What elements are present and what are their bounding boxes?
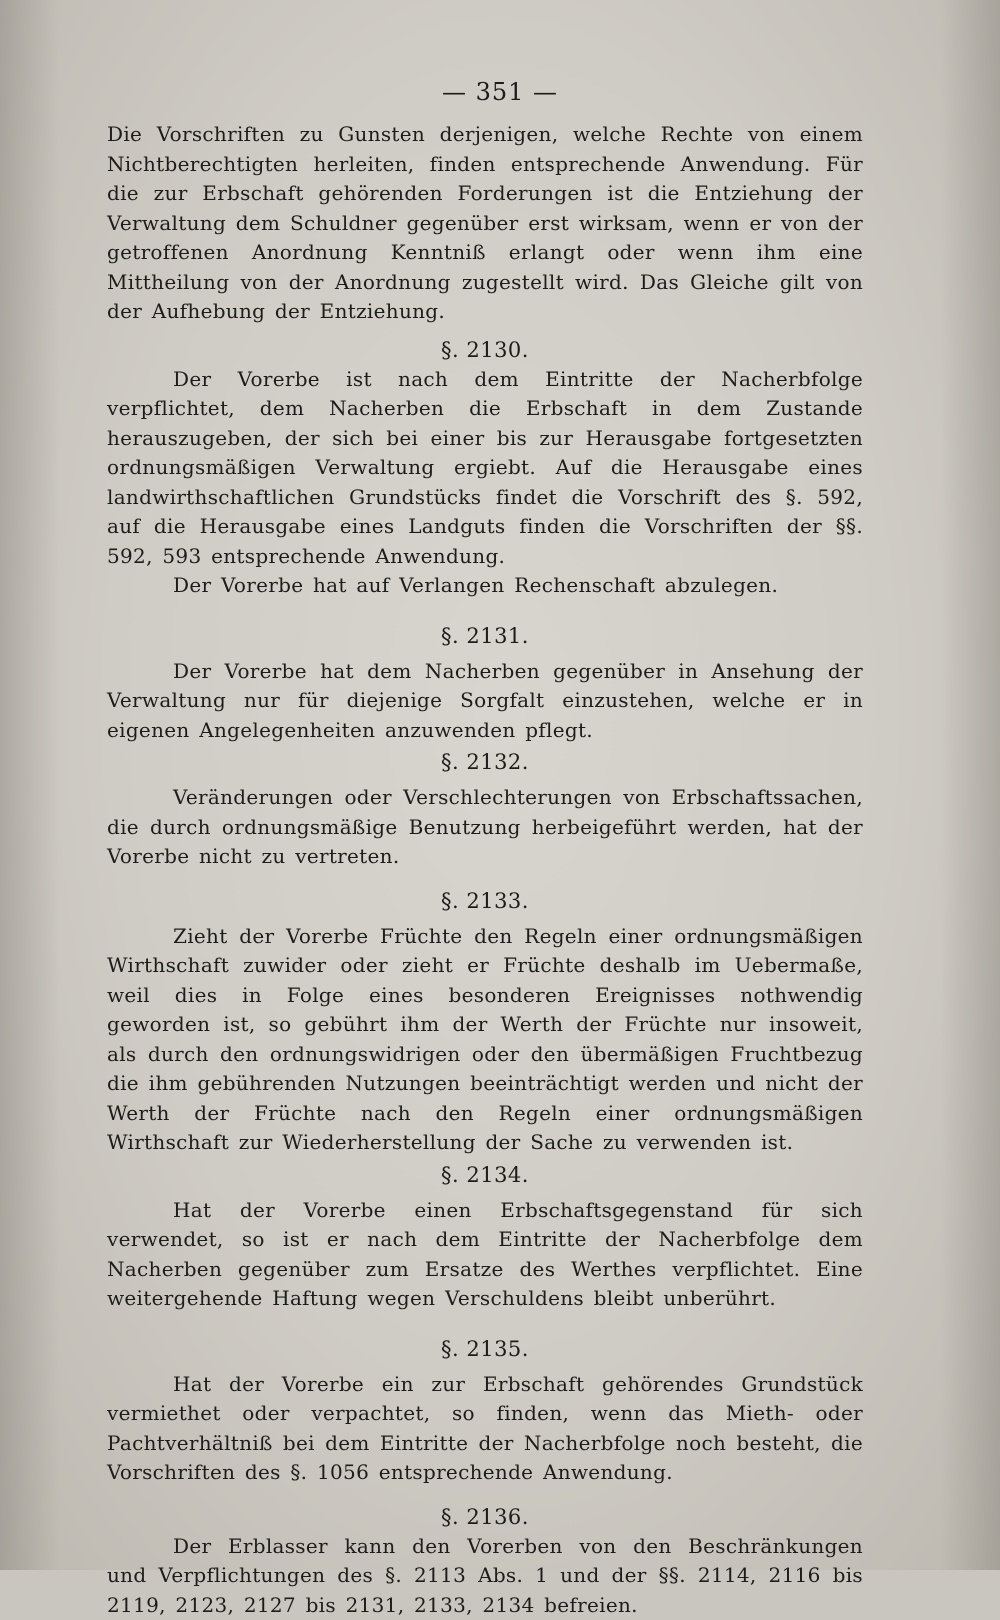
section-heading-2133: §. 2133. (107, 886, 863, 916)
paragraph-2131: Der Vorerbe hat dem Nacherben gegenüber in Ansehung der Verwaltung nur für diejenige Sorgfalt einzustehen, welche er in eigenen Angelegenheiten anzuwenden pflegt. (107, 657, 863, 746)
right-page-shadow (940, 0, 1000, 1570)
paragraph-2130-2: Der Vorerbe hat auf Verlangen Rechenschaft abzulegen. (107, 571, 863, 601)
section-heading-2131: §. 2131. (107, 621, 863, 651)
section-heading-2130: §. 2130. (107, 335, 863, 365)
left-page-shadow (0, 0, 60, 1570)
paragraph-2134: Hat der Vorerbe einen Erbschaftsgegenstand für sich verwendet, so ist er nach dem Eintritte der Nacherbfolge dem Nacherben gegenüber zum Ersatze des Werthes verpflichtet. Eine weitergehende Haftung wegen Verschuldens bleibt unberührt. (107, 1196, 863, 1314)
page-number: — 351 — (0, 78, 1000, 106)
section-heading-2136: §. 2136. (107, 1502, 863, 1532)
paragraph-2132: Veränderungen oder Verschlechterungen von Erbschaftssachen, die durch ordnungsmäßige Benutzung herbeigeführt werden, hat der Vorerbe nicht zu vertreten. (107, 783, 863, 872)
paragraph-2133: Zieht der Vorerbe Früchte den Regeln einer ordnungsmäßigen Wirthschaft zuwider oder zieht er Früchte deshalb im Uebermaße, weil dies in Folge eines besonderen Ereignisses nothwendig geworden ist, so gebührt ihm der Werth der Früchte nur insoweit, als durch den ordnungswidrigen oder den übermäßigen Fruchtbezug die ihm gebührenden Nutzungen beeinträchtigt werden und nicht der Werth der Früchte nach den Regeln einer ordnungsmäßigen Wirthschaft zur Wiederherstellung der Sache zu verwenden ist. (107, 922, 863, 1158)
section-heading-2134: §. 2134. (107, 1160, 863, 1190)
paragraph-2136: Der Erblasser kann den Vorerben von den Beschränkungen und Verpflichtungen des §. 2113 Abs. 1 und der §§. 2114, 2116 bis 2119, 2123, 2127 bis 2131, 2133, 2134 befreien. (107, 1532, 863, 1620)
section-heading-2135: §. 2135. (107, 1334, 863, 1364)
page-body (107, 120, 863, 1620)
paragraph-2135: Hat der Vorerbe ein zur Erbschaft gehörendes Grundstück vermiethet oder verpachtet, so finden, wenn das Mieth- oder Pachtverhältniß bei dem Eintritte der Nacherbfolge noch besteht, die Vorschriften des §. 1056 entsprechende Anwendung. (107, 1370, 863, 1488)
section-heading-2132: §. 2132. (107, 747, 863, 777)
paragraph-continuation: Die Vorschriften zu Gunsten derjenigen, welche Rechte von einem Nichtberechtigten herleiten, finden entsprechende Anwendung. Für die zur Erbschaft gehörenden Forderungen ist die Entziehung der Verwaltung dem Schuldner gegenüber erst wirksam, wenn er von der getroffenen Anordnung Kenntniß erlangt oder wenn ihm eine Mittheilung von der Anordnung zugestellt wird. Das Gleiche gilt von der Aufhebung der Entziehung. (107, 120, 863, 327)
paragraph-2130-1: Der Vorerbe ist nach dem Eintritte der Nacherbfolge verpflichtet, dem Nacherben die Erbschaft in dem Zustande herauszugeben, der sich bei einer bis zur Herausgabe fortgesetzten ordnungsmäßigen Verwaltung ergiebt. Auf die Herausgabe eines landwirthschaftlichen Grundstücks findet die Vorschrift des §. 592, auf die Herausgabe eines Landguts finden die Vorschriften der §§. 592, 593 entsprechende Anwendung. (107, 365, 863, 572)
